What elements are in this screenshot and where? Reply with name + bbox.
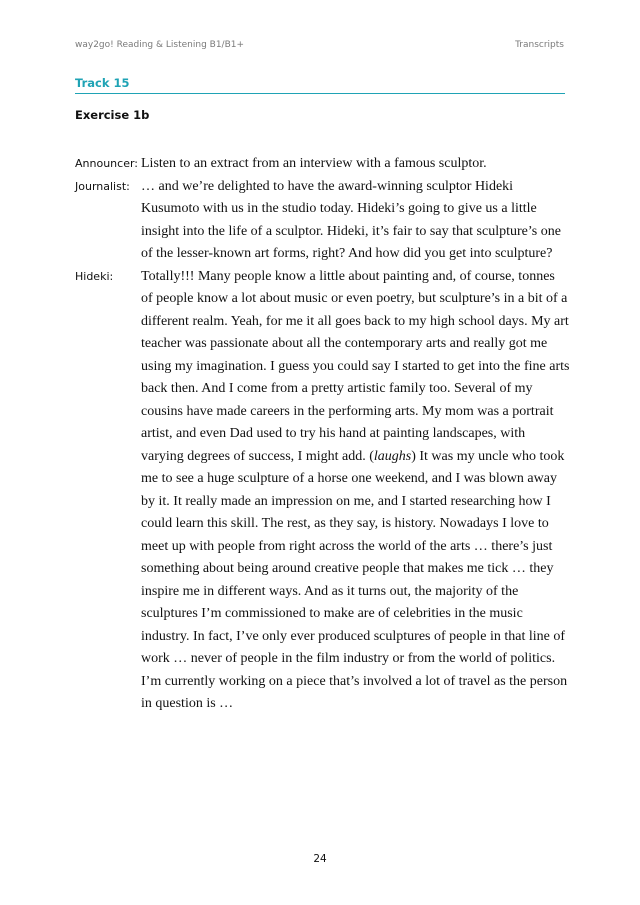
speaker-label: Hideki: xyxy=(75,269,114,283)
speech-text-part: Totally!!! Many people know a little about painting and, of course, tonnes of people know a lot about music or even poetry, but sculpture’s in a bit of a different realm. Yeah, for me it all goes back to my high school days. My art teacher was passionate about all the contemporary arts and really got me using my imagination. I guess you could say I started to get into the fine arts back then. And I come from a pretty artistic family too. Several of my cousins have made careers in the performing arts. My mom was a portrait artist, and even Dad used to try his hand at painting landscapes, with varying degrees of success, I might add. ( xyxy=(141,268,570,464)
speech-text: … and we’re delighted to have the award-winning sculptor Hideki Kusumoto with us in the studio today. Hideki’s going to give us a little insight into the life of a sculptor. Hideki, it’s fair to say that sculpture’s one of the lesser-known art forms, right? And how did you get into sculpture? xyxy=(141,178,561,261)
page-number: 24 xyxy=(313,853,327,865)
speaker-label: Journalist: xyxy=(75,179,130,193)
transcript-line-hideki xyxy=(75,266,570,716)
speech-text-part: ) It was my uncle who took me to see a huge sculpture of a horse one weekend, and I was blown away by it. It really made an impression on me, and I started researching how I could learn this skill. The rest, as they say, is history. Nowadays I love to meet up with people from right across the world of the arts … there’s just something about being around creative people that makes me tick … they inspire me in different ways. And as it turns out, the majority of the sculptures I’m commissioned to make are of celebrities in the music industry. In fact, I’ve only ever produced sculptures of people in that line of work … never of people in the film industry or from the world of politics. I’m currently working on a piece that’s involved a lot of travel as the person in question is … xyxy=(141,448,568,711)
transcript-line-announcer xyxy=(75,153,570,176)
exercise-title: Exercise 1b xyxy=(75,108,150,122)
header-book-title: way2go! Reading & Listening B1/B1+ xyxy=(75,40,245,50)
header-section-title: Transcripts xyxy=(515,40,564,50)
stage-direction: laughs xyxy=(373,448,412,464)
speaker-label: Announcer: xyxy=(75,157,138,170)
speech-text xyxy=(141,266,570,716)
transcript xyxy=(75,153,570,716)
speech-text: Listen to an extract from an interview with a famous sculptor. xyxy=(141,156,487,171)
transcript-line-journalist xyxy=(75,176,570,266)
track-title: Track 15 xyxy=(75,76,565,94)
